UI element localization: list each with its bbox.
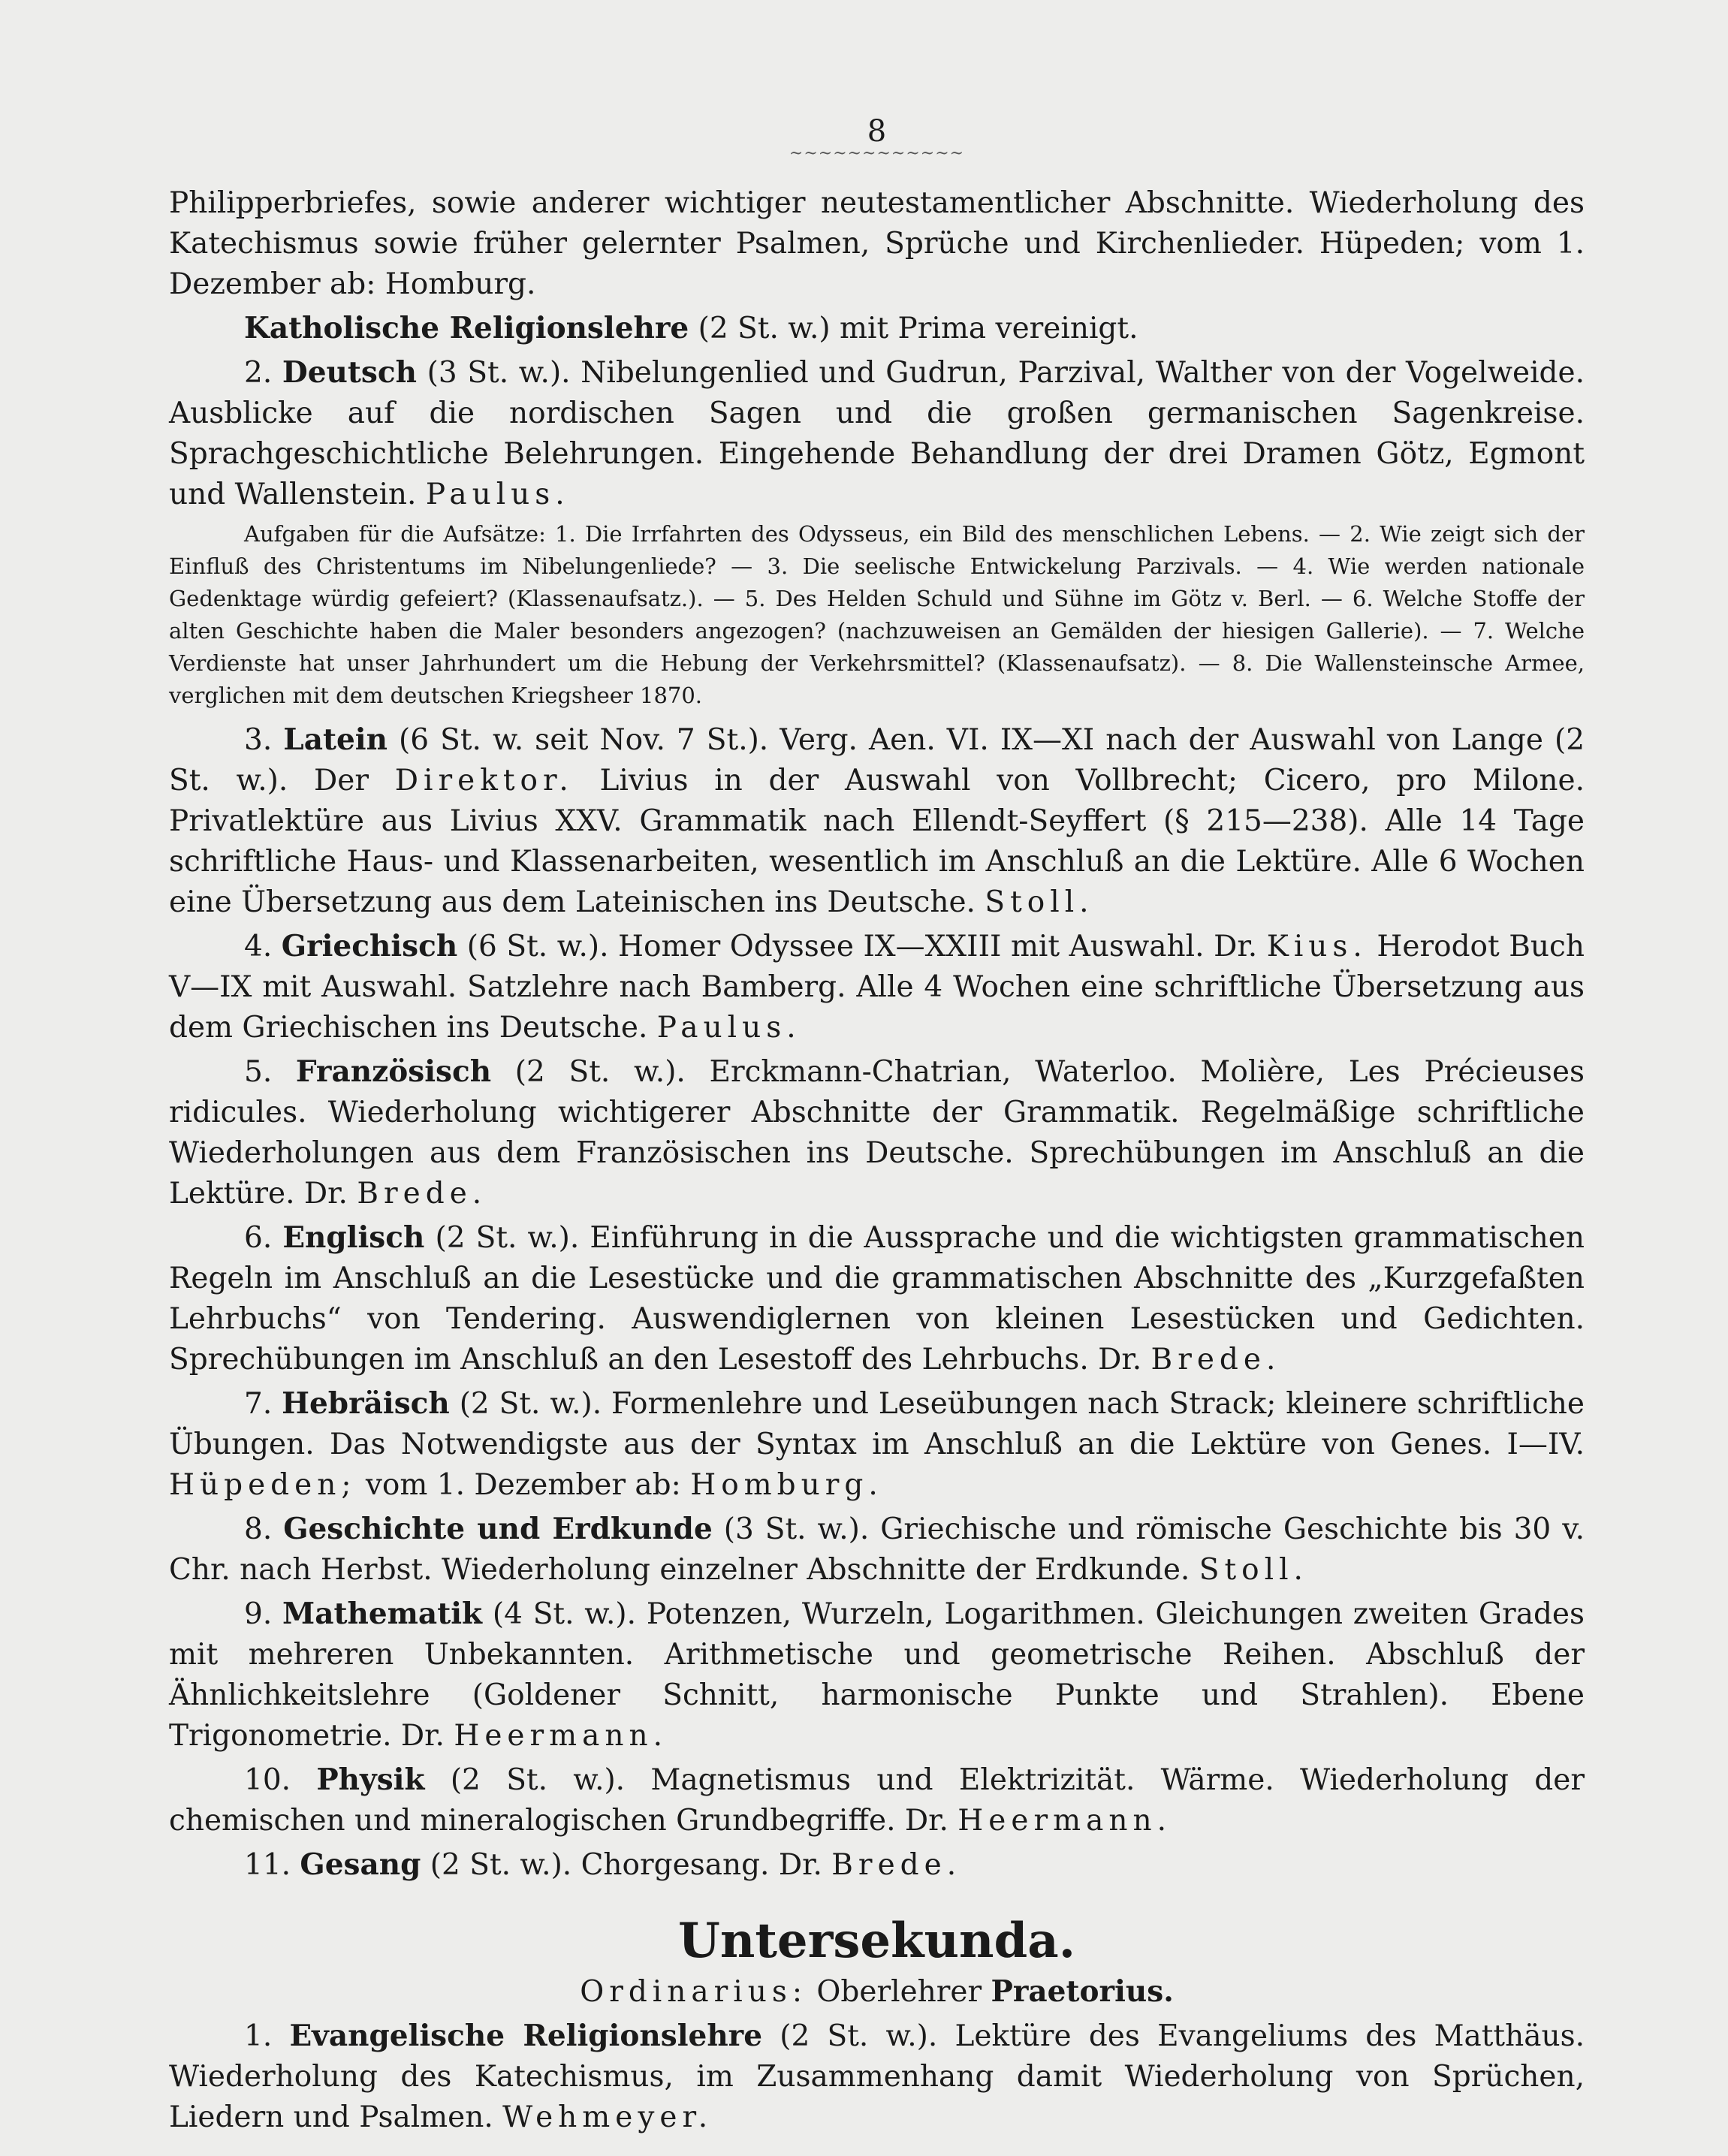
number-mathematik: 9. xyxy=(244,1597,283,1631)
text-geschichte: (3 St. w.). Griechische und römische Geschichte bis 30 v. Chr. nach Herbst. Wiederholung einzelner Abschnitte der Erdkunde. xyxy=(169,1512,1585,1587)
ordinarius-label: Ordinarius: xyxy=(580,1975,808,2009)
teacher-gesang: Brede. xyxy=(831,1848,962,1882)
subject-gesang: Gesang xyxy=(300,1847,421,1882)
number-physik: 10. xyxy=(244,1763,317,1797)
number-franzoesisch: 5. xyxy=(244,1055,296,1089)
text-physik: (2 St. w.). Magnetismus und Elektrizität. Wärme. Wiederholung der chemischen und mineralogischen Grundbegriffe. Dr. xyxy=(169,1763,1585,1838)
number-latein: 3. xyxy=(244,723,284,757)
teacher-mathematik: Heermann. xyxy=(454,1719,668,1753)
teacher-griechisch-b: Paulus. xyxy=(656,1011,801,1045)
teacher-englisch: Brede. xyxy=(1150,1343,1281,1377)
number-gesang: 11. xyxy=(244,1848,300,1882)
text-gesang: (2 St. w.). Chorgesang. Dr. xyxy=(421,1848,832,1882)
text-latein-a: (6 St. w. seit Nov. 7 St.). Verg. Aen. VI. IX—XI nach der Auswahl von Lange (2 St. w.). Der xyxy=(169,723,1585,798)
number-englisch: 6. xyxy=(244,1221,283,1255)
teacher-latein: Stoll. xyxy=(985,885,1094,919)
paragraph-deutsch xyxy=(169,352,1585,515)
subject-physik: Physik xyxy=(316,1762,425,1797)
document-page xyxy=(169,113,1585,2141)
text-franzoesisch: (2 St. w.). Erckmann-Chatrian, Waterloo. Molière, Les Précieuses ridicules. Wiederholung wichtigerer Abschnitte der Grammatik. Regelmäßige schriftliche Wiederholungen aus dem Französischen ins Deutsche. Sprechübungen im Anschluß an die Lektüre. Dr. xyxy=(169,1055,1585,1211)
subject-griechisch: Griechisch xyxy=(281,929,458,963)
subject-hebraeisch: Hebräisch xyxy=(282,1386,450,1421)
paragraph-mathematik xyxy=(169,1594,1585,1756)
paragraph-kath-religion xyxy=(169,308,1585,349)
subject-franzoesisch: Französisch xyxy=(295,1054,492,1089)
number-hebraeisch: 7. xyxy=(244,1387,282,1421)
paragraph-englisch xyxy=(169,1217,1585,1380)
ornament-rule: ~~~~~~~~~~~~ xyxy=(789,144,965,163)
paragraph-franzoesisch xyxy=(169,1051,1585,1214)
paragraph-intro: Philipperbriefes, sowie anderer wichtiger neutestamentlicher Abschnitte. Wiederholung des Katechismus sowie früher gelernter Psalmen, Sprüche und Kirchenlieder. Hüpeden; vom 1. Dezember ab: Homburg. xyxy=(169,186,1585,301)
teacher-hebraeisch-b: Homburg. xyxy=(690,1468,883,1502)
subject-englisch: Englisch xyxy=(282,1220,425,1255)
number-griechisch: 4. xyxy=(244,930,282,963)
section-heading: Untersekunda. xyxy=(678,1913,1075,1969)
subject-deutsch: Deutsch xyxy=(282,355,417,390)
subject-latein: Latein xyxy=(283,722,388,757)
text-hebraeisch-a: (2 St. w.). Formenlehre und Leseübungen nach Strack; kleinere schriftliche Übungen. Das Notwendigste aus der Syntax im Anschluß an die Lektüre von Genes. I—IV. xyxy=(169,1387,1585,1461)
text-deutsch: (3 St. w.). Nibelungenlied und Gudrun, Parzival, Walther von der Vogelweide. Ausblicke auf die nordischen Sagen und die großen germanischen Sagenkreise. Sprachgeschichtliche Belehrungen. Eingehende Behandlung der drei Dramen Götz, Egmont und Wallenstein. xyxy=(169,356,1585,511)
page-number: 8 xyxy=(867,114,887,149)
number-geschichte: 8. xyxy=(244,1512,284,1546)
teacher-physik: Heermann. xyxy=(957,1804,1172,1838)
paragraph-ev-religion xyxy=(169,2016,1585,2138)
note-aufsatz-topics: Aufgaben für die Aufsätze: 1. Die Irrfahrten des Odysseus, ein Bild des menschlichen Lebens. — 2. Wie zeigt sich der Einfluß des Christentums im Nibelungenliede? — 3. Die seelische Entwickelung Parzivals. — 4. Wie werden nationale Gedenktage würdig gefeiert? (Klassenaufsatz.). — 5. Des Helden Schuld und Sühne im Götz v. Berl. — 6. Welche Stoffe der alten Geschichte haben die Maler besonders angezogen? (nachzuweisen an Gemälden der hiesigen Gallerie). — 7. Welche Verdienste hat unser Jahrhundert um die Hebung der Verkehrsmittel? (Klassenaufsatz). — 8. Die Wallensteinsche Armee, verglichen mit dem deutschen Kriegsheer 1870. xyxy=(169,521,1585,708)
number-ev-religion: 1. xyxy=(244,2019,290,2053)
paragraph-physik xyxy=(169,1759,1585,1841)
subject-ev-religion: Evangelische Religionslehre xyxy=(289,2019,763,2053)
teacher-hebraeisch-a: Hüpeden; xyxy=(169,1468,357,1502)
text-hebraeisch-b: vom 1. Dezember ab: xyxy=(356,1468,691,1502)
text-griechisch-a: (6 St. w.). Homer Odyssee IX—XXIII mit Auswahl. Dr. xyxy=(457,930,1267,963)
text-kath-religion: (2 St. w.) mit Prima vereinigt. xyxy=(689,312,1138,345)
ordinarius-line xyxy=(169,1971,1585,2013)
ordinarius-name: Praetorius. xyxy=(991,1974,1174,2009)
paragraph-griechisch xyxy=(169,926,1585,1048)
subject-mathematik: Mathematik xyxy=(282,1597,483,1631)
text-mathematik: (4 St. w.). Potenzen, Wurzeln, Logarithmen. Gleichungen zweiten Grades mit mehreren Unbekannten. Arithmetische und geometrische Reihen. Abschluß der Ähnlichkeitslehre (Goldener Schnitt, harmonische Punkte und Strahlen). Ebene Trigonometrie. Dr. xyxy=(169,1597,1585,1753)
paragraph-latein xyxy=(169,719,1585,923)
number-deutsch: 2. xyxy=(244,356,282,390)
ordinarius-text: Oberlehrer xyxy=(807,1975,991,2009)
text-ev-religion: (2 St. w.). Lektüre des Evangeliums des Matthäus. Wiederholung des Katechismus, im Zusammenhang damit Wiederholung von Sprüchen, Liedern und Psalmen. xyxy=(169,2019,1585,2134)
teacher-latein-director: Direktor. xyxy=(394,764,574,798)
paragraph-geschichte xyxy=(169,1509,1585,1591)
teacher-franzoesisch: Brede. xyxy=(357,1177,487,1211)
subject-kath-religion: Katholische Religionslehre xyxy=(244,311,689,345)
text-griechisch-b: Herodot Buch V—IX mit Auswahl. Satzlehre nach Bamberg. Alle 4 Wochen eine schriftliche Übersetzung aus dem Griechischen ins Deutsche. xyxy=(169,930,1585,1045)
text-englisch: (2 St. w.). Einführung in die Aussprache und die wichtigsten grammatischen Regeln im Anschluß an die Lesestücke und die grammatischen Abschnitte des „Kurzgefaßten Lehrbuchs“ von Tendering. Auswendiglernen von kleinen Lesestücken und Gedichten. Sprechübungen im Anschluß an den Lesestoff des Lehrbuchs. Dr. xyxy=(169,1221,1585,1377)
teacher-ev-religion: Wehmeyer. xyxy=(502,2100,713,2134)
teacher-geschichte: Stoll. xyxy=(1199,1553,1308,1587)
paragraph-gesang xyxy=(169,1844,1585,1886)
text-latein-b: Livius in der Auswahl von Vollbrecht; Cicero, pro Milone. Privatlektüre aus Livius XXV. Grammatik nach Ellendt-Seyffert (§ 215—238). Alle 14 Tage schriftliche Haus- und Klassenarbeiten, wesentlich im Anschluß an die Lektüre. Alle 6 Wochen eine Übersetzung aus dem Lateinischen ins Deutsche. xyxy=(169,764,1585,919)
teacher-deutsch: Paulus. xyxy=(425,478,570,511)
teacher-griechisch-a: Kius. xyxy=(1266,930,1368,963)
paragraph-hebraeisch xyxy=(169,1383,1585,1506)
subject-geschichte: Geschichte und Erdkunde xyxy=(283,1512,713,1546)
